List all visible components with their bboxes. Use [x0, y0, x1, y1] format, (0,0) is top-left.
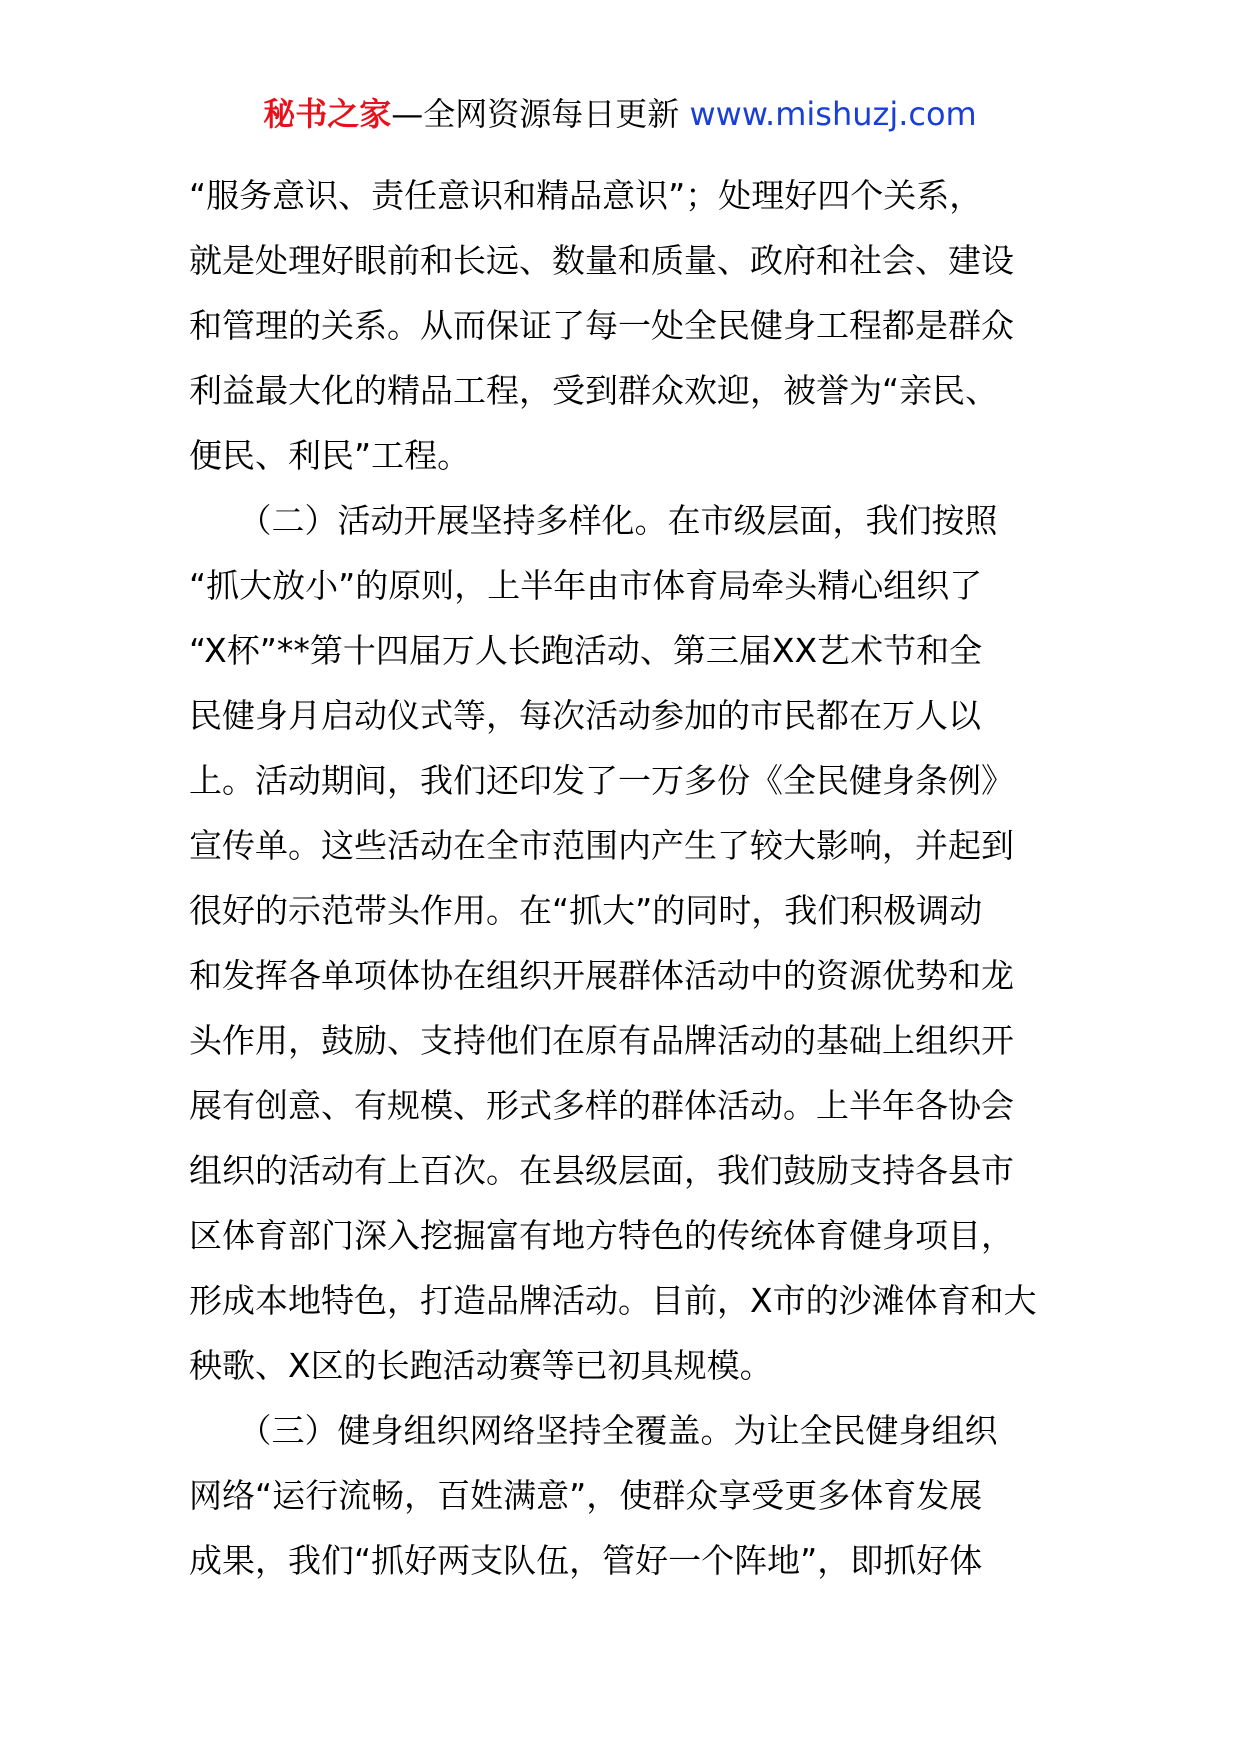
document-body [189, 163, 1069, 1593]
text-line: 很好的示范带头作用。在“抓大”的同时，我们积极调动 [189, 891, 983, 930]
text-line: 就是处理好眼前和长远、数量和质量、政府和社会、建设 [189, 241, 1014, 280]
text-line: 头作用，鼓励、支持他们在原有品牌活动的基础上组织开 [189, 1021, 1014, 1060]
text-line: （二）活动开展坚持多样化。在市级层面，我们按照 [189, 501, 998, 540]
text-line: “X杯”**第十四届万人长跑活动、第三届XX艺术节和全 [189, 631, 983, 670]
text-line: “抓大放小”的原则，上半年由市体育局牵头精心组织了 [189, 566, 983, 605]
text-line: 和发挥各单项体协在组织开展群体活动中的资源优势和龙 [189, 956, 1014, 995]
text-line: 利益最大化的精品工程，受到群众欢迎，被誉为“亲民、 [189, 371, 999, 410]
text-line: “服务意识、责任意识和精品意识”；处理好四个关系， [189, 176, 983, 215]
text-line: 形成本地特色，打造品牌活动。目前，X市的沙滩体育和大 [189, 1281, 1037, 1320]
text-line: 和管理的关系。从而保证了每一处全民健身工程都是群众 [189, 306, 1014, 345]
text-line: 组织的活动有上百次。在县级层面，我们鼓励支持各县市 [189, 1151, 1014, 1190]
text-line: 宣传单。这些活动在全市范围内产生了较大影响，并起到 [189, 826, 1014, 865]
page-header [0, 92, 1240, 136]
brand-name: 秘书之家 [263, 95, 392, 133]
text-line: 秧歌、X区的长跑活动赛等已初具规模。 [189, 1346, 773, 1385]
text-line: 成果，我们“抓好两支队伍，管好一个阵地”，即抓好体 [189, 1541, 983, 1580]
text-line: 上。活动期间，我们还印发了一万多份《全民健身条例》 [189, 761, 1014, 800]
text-line: 民健身月启动仪式等，每次活动参加的市民都在万人以 [189, 696, 981, 735]
header-tagline: —全网资源每日更新 [391, 95, 690, 133]
text-line: 展有创意、有规模、形式多样的群体活动。上半年各协会 [189, 1086, 1014, 1125]
text-line: 区体育部门深入挖掘富有地方特色的传统体育健身项目， [189, 1216, 1014, 1255]
text-line: 网络“运行流畅，百姓满意”，使群众享受更多体育发展 [189, 1476, 983, 1515]
text-line: （三）健身组织网络坚持全覆盖。为让全民健身组织 [189, 1411, 998, 1450]
text-line: 便民、利民”工程。 [189, 436, 471, 475]
site-url-link[interactable]: www.mishuzj.com [689, 95, 977, 133]
